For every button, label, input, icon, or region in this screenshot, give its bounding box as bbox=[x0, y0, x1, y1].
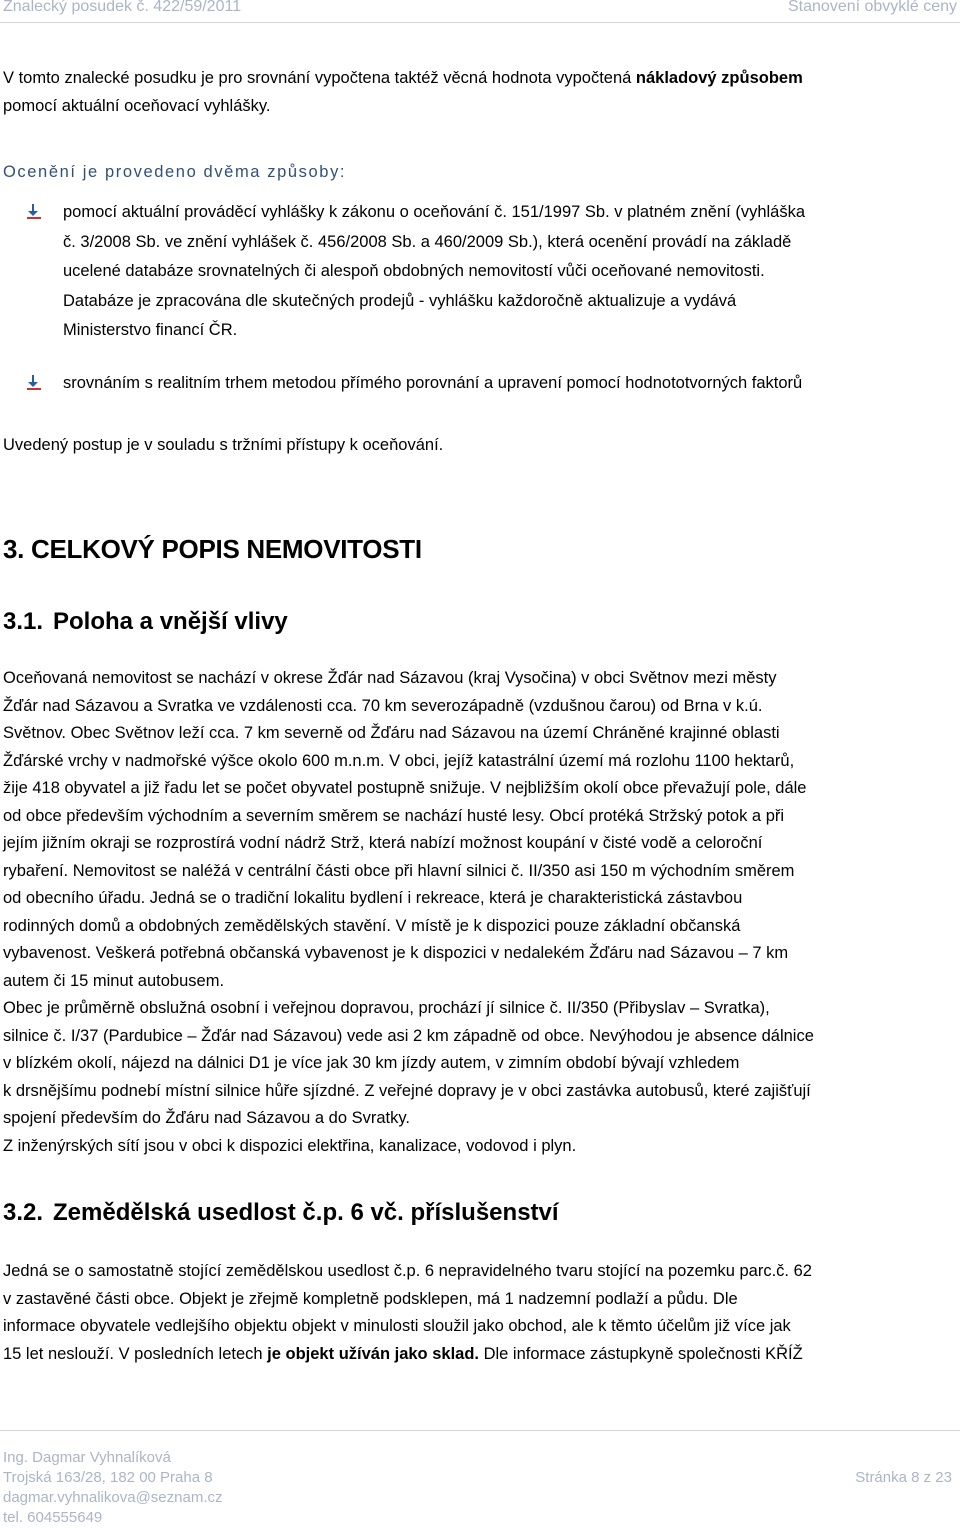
intro-paragraph bbox=[3, 64, 957, 120]
text-line: Obec je průměrně obslužná osobní i veřejnou dopravou, prochází jí silnice č. II/350 (Přibyslav – Svratka), bbox=[3, 999, 770, 1017]
header-section-title: Stanovení obvyklé ceny bbox=[788, 0, 957, 15]
text-line bbox=[3, 1341, 957, 1369]
section-number: 3.2. bbox=[3, 1199, 44, 1226]
text-line: Světnov. Obec Světnov leží cca. 7 km severně od Žďáru nad Sázavou na území Chráněné krajinné oblasti bbox=[3, 724, 780, 742]
section-title: Zemědělská usedlost č.p. 6 vč. příslušenství bbox=[53, 1199, 559, 1226]
text-line: autem či 15 minut autobusem. bbox=[3, 971, 225, 990]
footer-phone: tel. 604555649 bbox=[3, 1509, 103, 1526]
conformity-note: Uvedený postup je v souladu s tržními přístupy k oceňování. bbox=[3, 436, 444, 454]
bullet-line: ucelené databáze srovnatelných či alespoň obdobných nemovitostí vůči oceňované nemovitosti. bbox=[63, 262, 765, 280]
intro-text: V tomto znalecké posudku je pro srovnání vypočtena taktéž věcná hodnota vypočtená bbox=[3, 69, 636, 87]
section-3-1-heading bbox=[3, 606, 288, 638]
text-line: informace obyvatele vedlejšího objektu objekt v minulosti sloužil jako obchod, ale k těmto účelům již více jak bbox=[3, 1317, 791, 1335]
footer-address: Trojská 163/28, 182 00 Praha 8 bbox=[3, 1469, 213, 1486]
text-line: vybavenost. Veškerá potřebná občanská vybavenost je k dispozici v nedalekém Žďáru nad Sázavou – 7 km bbox=[3, 944, 789, 962]
footer-email: dagmar.vyhnalikova@seznam.cz bbox=[3, 1489, 223, 1506]
bullet-arrow-icon bbox=[27, 204, 41, 220]
footer-divider bbox=[0, 1430, 960, 1431]
text-line: rodinných domů a obdobných zemědělských stavění. V místě je k dispozici pouze základní občanská bbox=[3, 916, 741, 935]
bullet-line: pomocí aktuální prováděcí vyhlášky k zákonu o oceňování č. 151/1997 Sb. v platném znění (vyhláška bbox=[63, 203, 806, 221]
bullet-item-srovnani bbox=[63, 369, 958, 399]
intro-bold: nákladový způsobem bbox=[635, 69, 803, 87]
page-header bbox=[3, 0, 957, 20]
text-line: spojení především do Žďáru nad Sázavou a do Svratky. bbox=[3, 1109, 410, 1127]
text-line: Žďárské vrchy v nadmořské výšce okolo 600 m.n.m. V obci, jejíž katastrální území má rozlohu 1100 hektarů, bbox=[3, 751, 795, 770]
bullet-line: srovnáním s realitním trhem metodou přímého porovnání a upravení pomocí hodnototvorných faktorů bbox=[63, 374, 803, 392]
text-line: k drsnějšímu podnebí místní silnice hůře sjízdné. Z veřejné dopravy je v obci zastávka autobusů, které zajišťují bbox=[3, 1081, 811, 1100]
text-line: od obecního úřadu. Jedná se o tradiční lokalitu bydlení i rekreace, která je charakteristická zástavbou bbox=[3, 889, 743, 907]
page-number: Stránka 8 z 23 bbox=[855, 1469, 952, 1486]
methods-heading: Ocenění je provedeno dvěma způsoby: bbox=[3, 163, 347, 181]
location-paragraph bbox=[3, 665, 957, 1160]
text-line: silnice č. I/37 (Pardubice – Žďár nad Sázavou) vede asi 2 km západně od obce. Nevýhodou je absence dálnice bbox=[3, 1026, 814, 1045]
property-paragraph bbox=[3, 1258, 957, 1368]
text-line: Jedná se o samostatně stojící zemědělskou usedlost č.p. 6 nepravidelného tvaru stojící na pozemku parc.č. 62 bbox=[3, 1262, 812, 1280]
text-line: Žďár nad Sázavou a Svratka ve vzdálenosti cca. 70 km severozápadně (vzdušnou čarou) od Brna v k.ú. bbox=[3, 696, 763, 715]
text-line: jejím jižním okraji se rozprostírá vodní nádrž Strž, která nabízí možnost koupání v čisté vodě a celoroční bbox=[3, 834, 763, 852]
text-run: Dle informace zástupkyně společnosti KŘÍŽ bbox=[479, 1344, 803, 1363]
text-run-bold: je objekt užíván jako sklad. bbox=[267, 1344, 479, 1363]
text-line: rybaření. Nemovitost se naléžá v centrální části obce při hlavní silnici č. II/350 asi 150 m východním směrem bbox=[3, 861, 795, 880]
text-line: v zastavěné části obce. Objekt je zřejmě kompletně podsklepen, má 1 nadzemní podlaží a půdu. Dle bbox=[3, 1289, 738, 1308]
text-line: v blízkém okolí, nájezd na dálnici D1 je více jak 30 km jízdy autem, v zimním období bývají vzhledem bbox=[3, 1054, 740, 1072]
header-document-id: Znalecký posudek č. 422/59/2011 bbox=[3, 0, 242, 15]
bullet-line: č. 3/2008 Sb. ve znění vyhlášek č. 456/2008 Sb. a 460/2009 Sb.), která ocenění provádí na základě bbox=[63, 232, 792, 251]
page-footer bbox=[3, 1448, 223, 1528]
bullet-arrow-icon bbox=[27, 375, 41, 391]
section-3-2-heading bbox=[3, 1197, 559, 1229]
bullet-line: Ministerstvo financí ČR. bbox=[63, 321, 238, 339]
bullet-line: Databáze je zpracována dle skutečných prodejů - vyhlášku každoročně aktualizuje a vydává bbox=[63, 291, 737, 310]
intro-text-line2: pomocí aktuální oceňovací vyhlášky. bbox=[3, 97, 271, 115]
section-number: 3.1. bbox=[3, 608, 44, 635]
section-3-heading: 3. CELKOVÝ POPIS NEMOVITOSTI bbox=[3, 534, 422, 564]
text-line: žije 418 obyvatel a již řadu let se počet obyvatel postupně snižuje. V nejbližším okolí obce převažují pole, dále bbox=[3, 779, 807, 797]
header-divider bbox=[0, 22, 960, 23]
text-line: Oceňovaná nemovitost se nachází v okrese Žďár nad Sázavou (kraj Vysočina) v obci Světnov mezi městy bbox=[3, 669, 777, 687]
footer-author: Ing. Dagmar Vyhnalíková bbox=[3, 1449, 171, 1466]
text-line: Z inženýrských sítí jsou v obci k dispozici elektřina, kanalizace, vodovod i plyn. bbox=[3, 1136, 577, 1155]
section-title: Poloha a vnější vlivy bbox=[53, 608, 288, 635]
text-line: od obce především východním a severním směrem se nachází husté lesy. Obcí protéká Stržský potok a při bbox=[3, 806, 785, 825]
bullet-item-vyhlaska bbox=[63, 198, 958, 346]
text-run: 15 let neslouží. V posledních letech bbox=[3, 1344, 268, 1363]
